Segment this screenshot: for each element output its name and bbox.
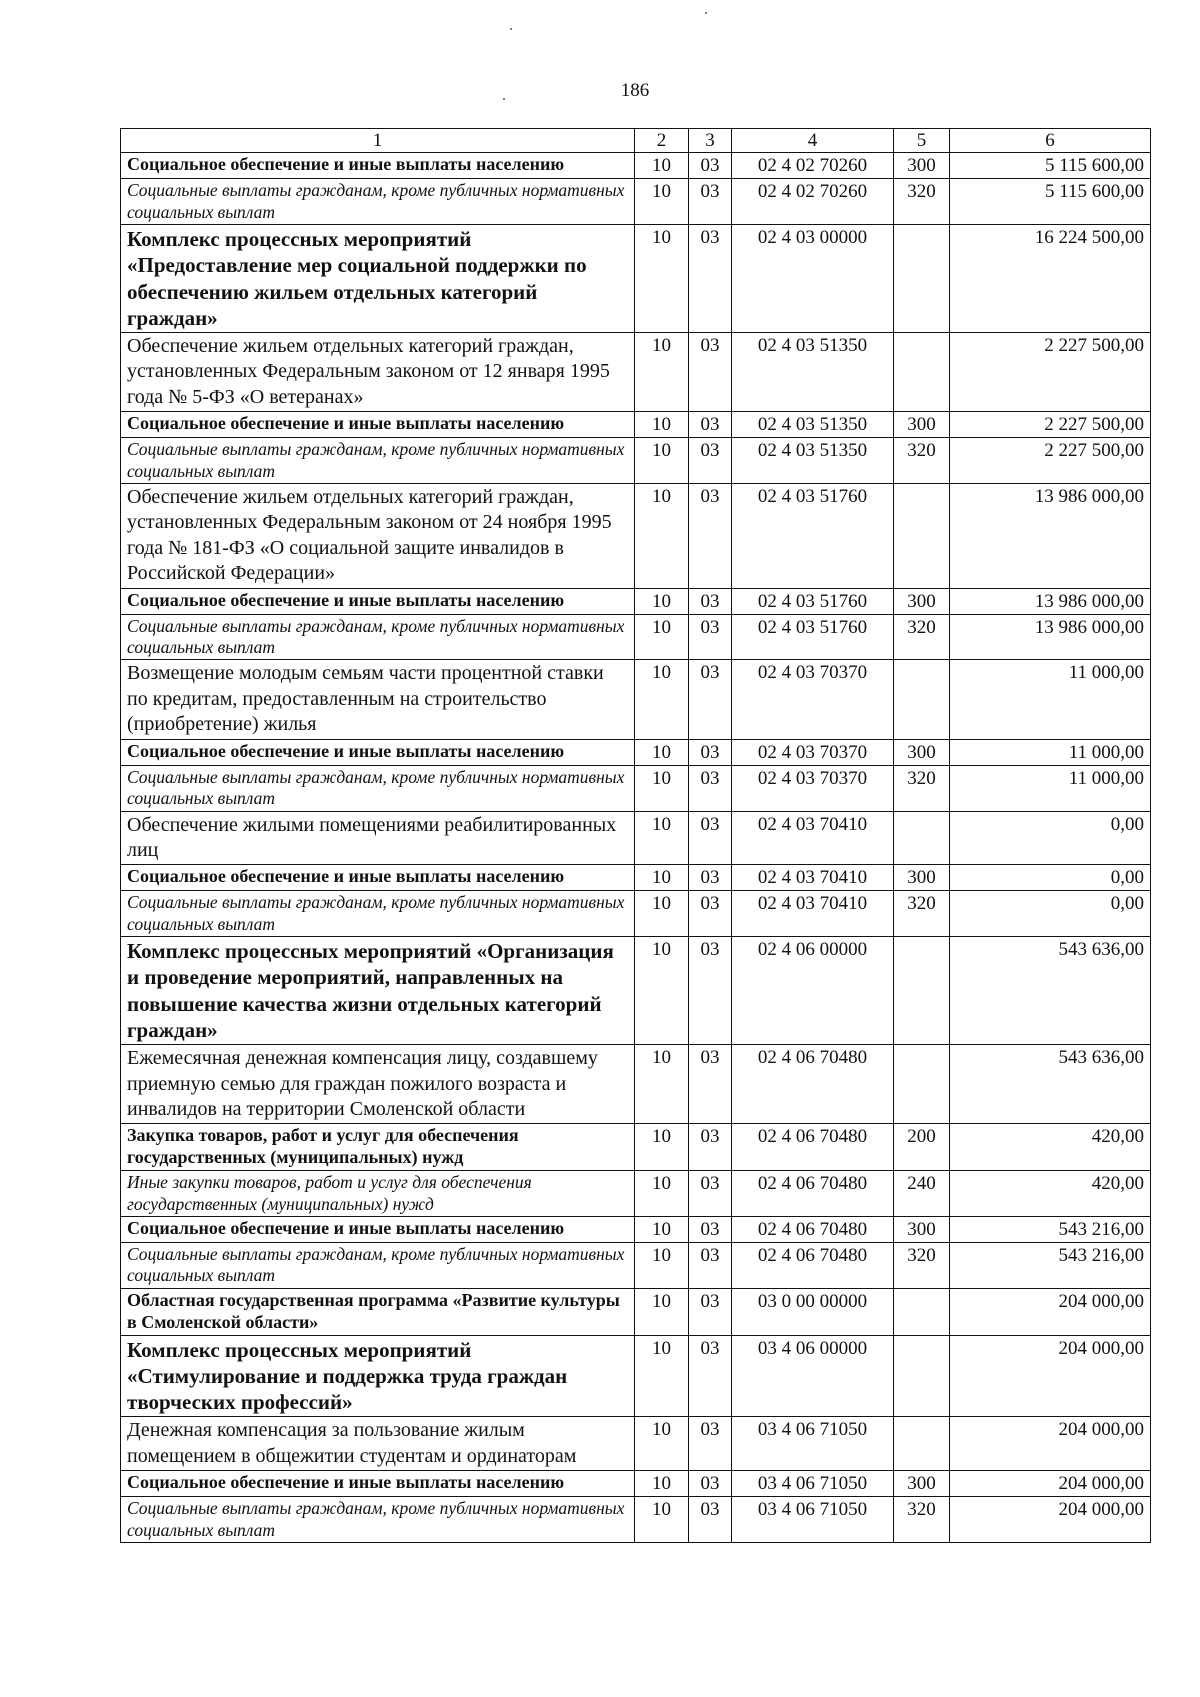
- subsection-code-cell: 03: [689, 739, 732, 765]
- subsection-code-cell: 03: [689, 614, 732, 660]
- expense-type-code-cell: [894, 660, 950, 739]
- table-row: [121, 1243, 1151, 1289]
- row-name-cell: Социальные выплаты гражданам, кроме публичных нормативных социальных выплат: [121, 1497, 635, 1543]
- subsection-code-cell: 03: [689, 225, 732, 333]
- section-code-cell: 10: [635, 765, 689, 811]
- amount-cell: 13 986 000,00: [950, 614, 1151, 660]
- amount-cell: 420,00: [950, 1171, 1151, 1217]
- section-code-cell: 10: [635, 588, 689, 614]
- subsection-code-cell: 03: [689, 1335, 732, 1417]
- row-name-cell: Ежемесячная денежная компенсация лицу, создавшему приемную семью для граждан пожилого возраста и инвалидов на территории Смоленской области: [121, 1045, 635, 1124]
- table-row: [121, 660, 1151, 739]
- subsection-code-cell: 03: [689, 1243, 732, 1289]
- section-code-cell: 10: [635, 865, 689, 891]
- expense-type-code-cell: 320: [894, 765, 950, 811]
- table-row: [121, 1497, 1151, 1543]
- row-name-cell: Социальные выплаты гражданам, кроме публичных нормативных социальных выплат: [121, 179, 635, 225]
- amount-cell: 420,00: [950, 1124, 1151, 1171]
- subsection-code-cell: 03: [689, 865, 732, 891]
- subsection-code-cell: 03: [689, 1045, 732, 1124]
- amount-cell: 13 986 000,00: [950, 588, 1151, 614]
- section-code-cell: 10: [635, 811, 689, 865]
- amount-cell: 204 000,00: [950, 1288, 1151, 1335]
- target-item-code-cell: 03 0 00 00000: [732, 1288, 894, 1335]
- table-row: [121, 811, 1151, 865]
- target-item-code-cell: 02 4 06 70480: [732, 1124, 894, 1171]
- expense-type-code-cell: [894, 1417, 950, 1471]
- expense-type-code-cell: [894, 225, 950, 333]
- section-code-cell: 10: [635, 660, 689, 739]
- target-item-code-cell: 02 4 02 70260: [732, 179, 894, 225]
- expense-type-code-cell: [894, 937, 950, 1045]
- section-code-cell: 10: [635, 484, 689, 589]
- row-name-cell: Социальные выплаты гражданам, кроме публичных нормативных социальных выплат: [121, 891, 635, 937]
- section-code-cell: 10: [635, 412, 689, 438]
- amount-cell: 11 000,00: [950, 660, 1151, 739]
- amount-cell: 13 986 000,00: [950, 484, 1151, 589]
- section-code-cell: 10: [635, 1335, 689, 1417]
- row-name-cell: Областная государственная программа «Развитие культуры в Смоленской области»: [121, 1288, 635, 1335]
- amount-cell: 204 000,00: [950, 1471, 1151, 1497]
- target-item-code-cell: 02 4 02 70260: [732, 153, 894, 179]
- expense-type-code-cell: 320: [894, 438, 950, 484]
- expense-type-code-cell: 320: [894, 891, 950, 937]
- budget-table: [120, 128, 1151, 1543]
- target-item-code-cell: 02 4 06 70480: [732, 1216, 894, 1242]
- subsection-code-cell: 03: [689, 660, 732, 739]
- table-row: [121, 153, 1151, 179]
- target-item-code-cell: 03 4 06 71050: [732, 1417, 894, 1471]
- table-row: [121, 179, 1151, 225]
- amount-cell: 11 000,00: [950, 739, 1151, 765]
- scan-speck: [705, 12, 707, 14]
- section-code-cell: 10: [635, 739, 689, 765]
- expense-type-code-cell: 240: [894, 1171, 950, 1217]
- row-name-cell: Социальное обеспечение и иные выплаты населению: [121, 412, 635, 438]
- target-item-code-cell: 03 4 06 00000: [732, 1335, 894, 1417]
- row-name-cell: Закупка товаров, работ и услуг для обеспечения государственных (муниципальных) нужд: [121, 1124, 635, 1171]
- row-name-cell: Иные закупки товаров, работ и услуг для обеспечения государственных (муниципальных) нужд: [121, 1171, 635, 1217]
- subsection-code-cell: 03: [689, 811, 732, 865]
- expense-type-code-cell: [894, 811, 950, 865]
- section-code-cell: 10: [635, 1171, 689, 1217]
- table-row: [121, 333, 1151, 412]
- subsection-code-cell: 03: [689, 179, 732, 225]
- subsection-code-cell: 03: [689, 438, 732, 484]
- row-name-cell: Обеспечение жильем отдельных категорий граждан, установленных Федеральным законом от 24 ноября 1995 года № 181-ФЗ «О социальной защите инвалидов в Российской Федерации»: [121, 484, 635, 589]
- amount-cell: 204 000,00: [950, 1417, 1151, 1471]
- section-code-cell: 10: [635, 1243, 689, 1289]
- row-name-cell: Социальное обеспечение и иные выплаты населению: [121, 739, 635, 765]
- amount-cell: 5 115 600,00: [950, 153, 1151, 179]
- row-name-cell: Социальные выплаты гражданам, кроме публичных нормативных социальных выплат: [121, 438, 635, 484]
- column-header: 3: [689, 129, 732, 153]
- column-header: 5: [894, 129, 950, 153]
- target-item-code-cell: 02 4 03 51350: [732, 438, 894, 484]
- section-code-cell: 10: [635, 1471, 689, 1497]
- header-row: [121, 129, 1151, 153]
- subsection-code-cell: 03: [689, 333, 732, 412]
- expense-type-code-cell: [894, 1335, 950, 1417]
- target-item-code-cell: 02 4 06 00000: [732, 937, 894, 1045]
- section-code-cell: 10: [635, 614, 689, 660]
- subsection-code-cell: 03: [689, 937, 732, 1045]
- table-row: [121, 614, 1151, 660]
- row-name-cell: Комплекс процессных мероприятий «Предоставление мер социальной поддержки по обеспечению жильем отдельных категорий граждан»: [121, 225, 635, 333]
- expense-type-code-cell: [894, 1288, 950, 1335]
- expense-type-code-cell: 300: [894, 153, 950, 179]
- scan-speck: [510, 28, 512, 30]
- row-name-cell: Социальное обеспечение и иные выплаты населению: [121, 153, 635, 179]
- target-item-code-cell: 02 4 06 70480: [732, 1243, 894, 1289]
- subsection-code-cell: 03: [689, 1216, 732, 1242]
- subsection-code-cell: 03: [689, 1417, 732, 1471]
- row-name-cell: Обеспечение жилыми помещениями реабилитированных лиц: [121, 811, 635, 865]
- expense-type-code-cell: [894, 1045, 950, 1124]
- target-item-code-cell: 02 4 03 70370: [732, 765, 894, 811]
- table-row: [121, 484, 1151, 589]
- amount-cell: 0,00: [950, 891, 1151, 937]
- expense-type-code-cell: 300: [894, 865, 950, 891]
- target-item-code-cell: 02 4 03 70370: [732, 739, 894, 765]
- amount-cell: 11 000,00: [950, 765, 1151, 811]
- expense-type-code-cell: 300: [894, 1471, 950, 1497]
- target-item-code-cell: 02 4 03 00000: [732, 225, 894, 333]
- table-row: [121, 1417, 1151, 1471]
- subsection-code-cell: 03: [689, 891, 732, 937]
- row-name-cell: Социальное обеспечение и иные выплаты населению: [121, 1216, 635, 1242]
- target-item-code-cell: 02 4 03 51760: [732, 484, 894, 589]
- target-item-code-cell: 02 4 03 51350: [732, 412, 894, 438]
- subsection-code-cell: 03: [689, 1124, 732, 1171]
- row-name-cell: Комплекс процессных мероприятий «Организация и проведение мероприятий, направленных на повышение качества жизни отдельных категорий граждан»: [121, 937, 635, 1045]
- row-name-cell: Социальные выплаты гражданам, кроме публичных нормативных социальных выплат: [121, 614, 635, 660]
- expense-type-code-cell: 300: [894, 412, 950, 438]
- section-code-cell: 10: [635, 179, 689, 225]
- amount-cell: 5 115 600,00: [950, 179, 1151, 225]
- row-name-cell: Социальные выплаты гражданам, кроме публичных нормативных социальных выплат: [121, 1243, 635, 1289]
- expense-type-code-cell: 320: [894, 1243, 950, 1289]
- row-name-cell: Денежная компенсация за пользование жилым помещением в общежитии студентам и ординаторам: [121, 1417, 635, 1471]
- row-name-cell: Комплекс процессных мероприятий «Стимулирование и поддержка труда граждан творческих профессий»: [121, 1335, 635, 1417]
- section-code-cell: 10: [635, 937, 689, 1045]
- amount-cell: 2 227 500,00: [950, 438, 1151, 484]
- table-row: [121, 1216, 1151, 1242]
- table-row: [121, 1335, 1151, 1417]
- target-item-code-cell: 02 4 03 51350: [732, 333, 894, 412]
- amount-cell: 0,00: [950, 811, 1151, 865]
- row-name-cell: Социальное обеспечение и иные выплаты населению: [121, 1471, 635, 1497]
- section-code-cell: 10: [635, 225, 689, 333]
- amount-cell: 204 000,00: [950, 1497, 1151, 1543]
- table-row: [121, 412, 1151, 438]
- amount-cell: 204 000,00: [950, 1335, 1151, 1417]
- table-row: [121, 588, 1151, 614]
- subsection-code-cell: 03: [689, 1171, 732, 1217]
- expense-type-code-cell: [894, 484, 950, 589]
- subsection-code-cell: 03: [689, 484, 732, 589]
- table-row: [121, 865, 1151, 891]
- section-code-cell: 10: [635, 1417, 689, 1471]
- target-item-code-cell: 02 4 06 70480: [732, 1045, 894, 1124]
- expense-type-code-cell: 300: [894, 1216, 950, 1242]
- section-code-cell: 10: [635, 1045, 689, 1124]
- subsection-code-cell: 03: [689, 153, 732, 179]
- table-row: [121, 438, 1151, 484]
- target-item-code-cell: 03 4 06 71050: [732, 1471, 894, 1497]
- table-row: [121, 1171, 1151, 1217]
- target-item-code-cell: 02 4 03 70370: [732, 660, 894, 739]
- row-name-cell: Социальные выплаты гражданам, кроме публичных нормативных социальных выплат: [121, 765, 635, 811]
- column-header: 6: [950, 129, 1151, 153]
- section-code-cell: 10: [635, 333, 689, 412]
- target-item-code-cell: 03 4 06 71050: [732, 1497, 894, 1543]
- table-row: [121, 765, 1151, 811]
- amount-cell: 543 216,00: [950, 1243, 1151, 1289]
- column-header: 4: [732, 129, 894, 153]
- section-code-cell: 10: [635, 438, 689, 484]
- column-header: 1: [121, 129, 635, 153]
- expense-type-code-cell: 300: [894, 588, 950, 614]
- row-name-cell: Обеспечение жильем отдельных категорий граждан, установленных Федеральным законом от 12 января 1995 года № 5-ФЗ «О ветеранах»: [121, 333, 635, 412]
- table-row: [121, 1045, 1151, 1124]
- table-row: [121, 1288, 1151, 1335]
- target-item-code-cell: 02 4 03 70410: [732, 891, 894, 937]
- expense-type-code-cell: 300: [894, 739, 950, 765]
- expense-type-code-cell: 320: [894, 179, 950, 225]
- amount-cell: 543 636,00: [950, 1045, 1151, 1124]
- expense-type-code-cell: 200: [894, 1124, 950, 1171]
- amount-cell: 2 227 500,00: [950, 412, 1151, 438]
- section-code-cell: 10: [635, 153, 689, 179]
- subsection-code-cell: 03: [689, 765, 732, 811]
- row-name-cell: Социальное обеспечение и иные выплаты населению: [121, 865, 635, 891]
- table-body: [121, 153, 1151, 1543]
- expense-type-code-cell: 320: [894, 614, 950, 660]
- amount-cell: 2 227 500,00: [950, 333, 1151, 412]
- subsection-code-cell: 03: [689, 412, 732, 438]
- amount-cell: 16 224 500,00: [950, 225, 1151, 333]
- target-item-code-cell: 02 4 03 70410: [732, 811, 894, 865]
- amount-cell: 0,00: [950, 865, 1151, 891]
- expense-type-code-cell: 320: [894, 1497, 950, 1543]
- amount-cell: 543 636,00: [950, 937, 1151, 1045]
- page-number: 186: [620, 80, 650, 101]
- section-code-cell: 10: [635, 1216, 689, 1242]
- target-item-code-cell: 02 4 06 70480: [732, 1171, 894, 1217]
- section-code-cell: 10: [635, 1124, 689, 1171]
- amount-cell: 543 216,00: [950, 1216, 1151, 1242]
- table-row: [121, 739, 1151, 765]
- target-item-code-cell: 02 4 03 51760: [732, 588, 894, 614]
- subsection-code-cell: 03: [689, 1497, 732, 1543]
- section-code-cell: 10: [635, 891, 689, 937]
- table-row: [121, 1124, 1151, 1171]
- section-code-cell: 10: [635, 1288, 689, 1335]
- target-item-code-cell: 02 4 03 70410: [732, 865, 894, 891]
- expense-type-code-cell: [894, 333, 950, 412]
- table-row: [121, 891, 1151, 937]
- row-name-cell: Социальное обеспечение и иные выплаты населению: [121, 588, 635, 614]
- table-row: [121, 937, 1151, 1045]
- column-header: 2: [635, 129, 689, 153]
- section-code-cell: 10: [635, 1497, 689, 1543]
- subsection-code-cell: 03: [689, 1288, 732, 1335]
- table-row: [121, 225, 1151, 333]
- subsection-code-cell: 03: [689, 1471, 732, 1497]
- target-item-code-cell: 02 4 03 51760: [732, 614, 894, 660]
- subsection-code-cell: 03: [689, 588, 732, 614]
- table-row: [121, 1471, 1151, 1497]
- row-name-cell: Возмещение молодым семьям части процентной ставки по кредитам, предоставленным на строительство (приобретение) жилья: [121, 660, 635, 739]
